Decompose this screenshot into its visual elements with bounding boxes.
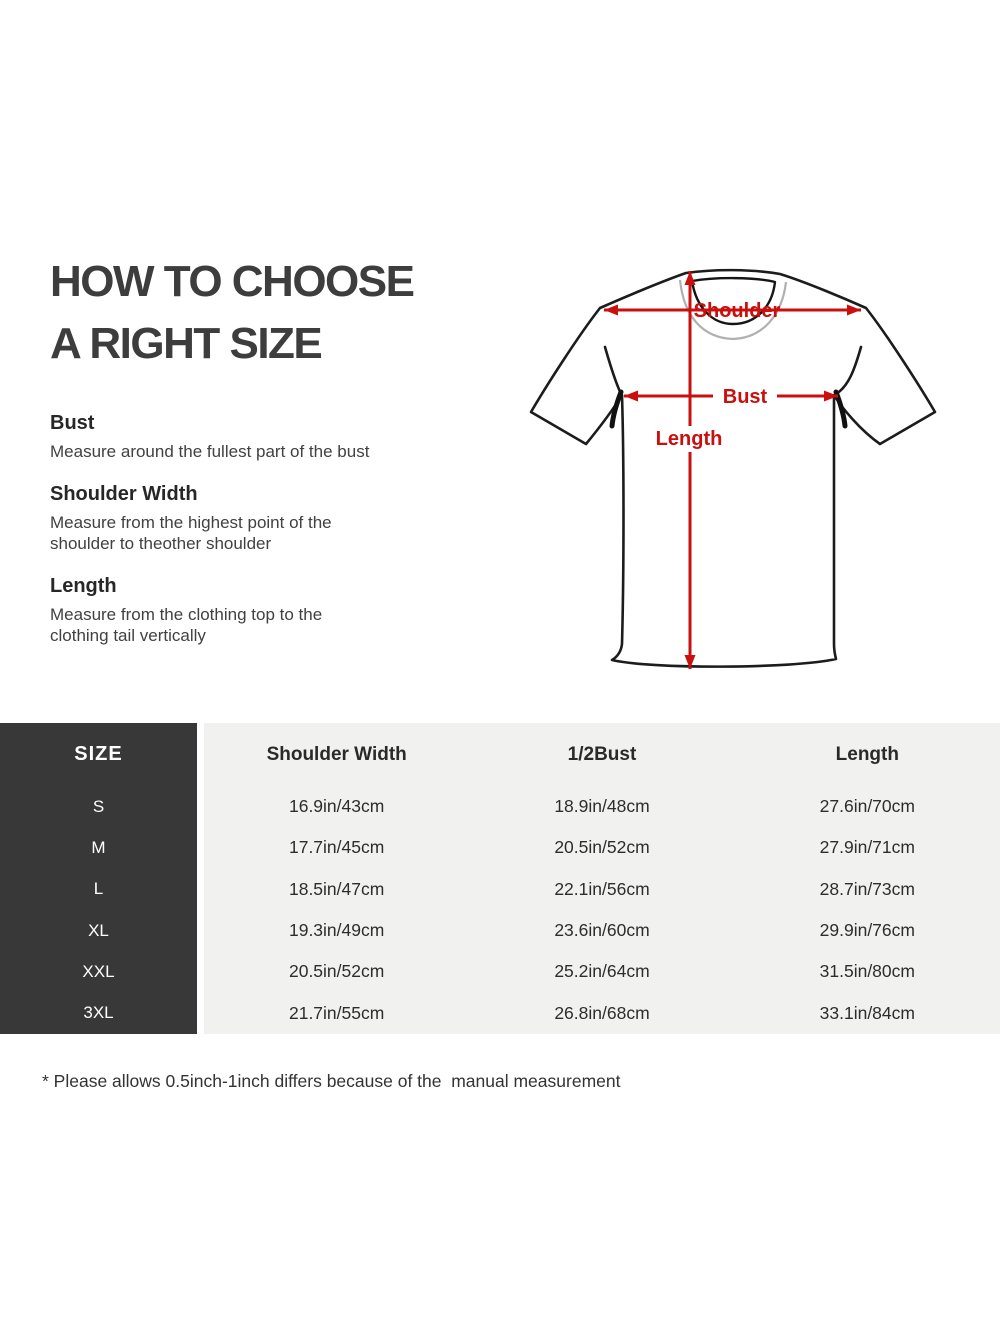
instruction-line: clothing tail vertically: [50, 626, 206, 645]
column-header: Length: [835, 743, 899, 765]
table-cell: 22.1in/56cm: [554, 878, 650, 899]
size-label-3xl: 3XL: [83, 1003, 114, 1023]
table-cell: 17.7in/45cm: [288, 837, 385, 858]
measurement-disclaimer: * Please allows 0.5inch-1inch differs because of the manual measurement: [42, 1071, 621, 1091]
table-cell: 21.7in/55cm: [288, 1002, 385, 1023]
table-cell: 27.6in/70cm: [819, 796, 915, 817]
table-cell: 16.9in/43cm: [288, 796, 385, 817]
instruction-shoulder-width: [50, 482, 490, 554]
instruction-line: Measure around the fullest part of the bust: [50, 442, 370, 461]
table-cell: 18.9in/48cm: [554, 796, 650, 817]
table-row-s: [204, 786, 1000, 827]
length-label: Length: [655, 428, 723, 450]
table-cell: 26.8in/68cm: [554, 1002, 650, 1023]
table-body: [204, 786, 1000, 1034]
table-cell: 28.7in/73cm: [819, 878, 915, 899]
size-label-xxl: XXL: [82, 961, 115, 981]
size-column-header: SIZE: [74, 743, 123, 765]
table-cell: 23.6in/60cm: [554, 920, 650, 941]
table-cell: 31.5in/80cm: [819, 961, 915, 982]
size-label-m: M: [91, 837, 106, 857]
instruction-line: shoulder to theother shoulder: [50, 534, 272, 553]
column-header: 1/2Bust: [567, 743, 637, 765]
measurement-instructions: [50, 411, 490, 666]
table-cell: 18.5in/47cm: [288, 878, 385, 899]
instruction-text-shoulder: [50, 512, 490, 554]
instruction-bust: [50, 411, 490, 462]
shoulder-label: Shoulder: [693, 300, 781, 322]
bust-label: Bust: [722, 386, 768, 408]
table-row-m: [204, 827, 1000, 868]
instruction-heading-length: Length: [50, 575, 117, 597]
table-header-row: [204, 723, 1000, 786]
table-measurements-area: [204, 723, 1000, 1034]
size-label-xl: XL: [88, 920, 109, 940]
page-title-line1: HOW TO CHOOSE: [50, 257, 414, 306]
table-cell: 20.5in/52cm: [554, 837, 650, 858]
table-row-xl: [204, 910, 1000, 951]
table-cell: 29.9in/76cm: [819, 920, 915, 941]
page-title: [50, 251, 413, 375]
table-cell: 20.5in/52cm: [288, 961, 385, 982]
table-row-xxl: [204, 951, 1000, 992]
tshirt-diagram: [500, 240, 970, 690]
page-title-line2: A RIGHT SIZE: [50, 319, 322, 368]
instruction-heading-shoulder: Shoulder Width: [50, 483, 198, 505]
table-row-3xl: [204, 993, 1000, 1034]
table-row-l: [204, 869, 1000, 910]
size-column: [0, 723, 197, 1034]
table-cell: 27.9in/71cm: [819, 837, 915, 858]
instruction-text-bust: [50, 441, 490, 462]
instruction-text-length: [50, 604, 490, 646]
instruction-line: Measure from the clothing top to the: [50, 605, 323, 624]
table-cell: 25.2in/64cm: [554, 961, 650, 982]
table-cell: 33.1in/84cm: [819, 1002, 915, 1023]
instruction-line: Measure from the highest point of the: [50, 513, 332, 532]
column-header: Shoulder Width: [266, 743, 407, 765]
instruction-heading-bust: Bust: [50, 412, 95, 434]
size-table: [0, 723, 1000, 1034]
size-label-s: S: [92, 796, 105, 816]
instruction-length: [50, 574, 490, 646]
tshirt-outline: [531, 270, 935, 667]
table-cell: 19.3in/49cm: [288, 920, 385, 941]
size-label-l: L: [93, 879, 104, 899]
